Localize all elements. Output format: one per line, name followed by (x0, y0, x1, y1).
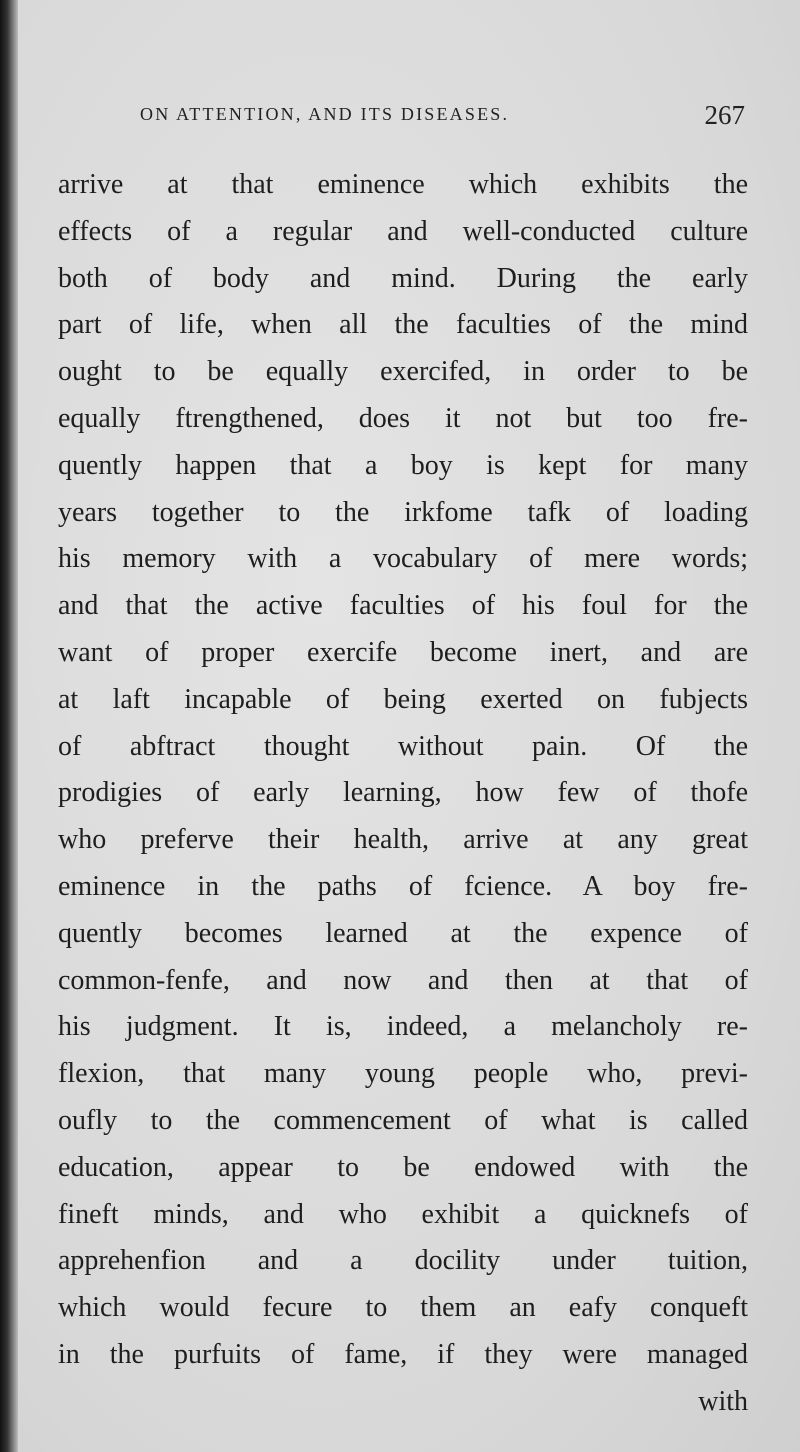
text-line: part of life, when all the faculties of the mind (58, 309, 748, 341)
text-line: oufly to the commencement of what is called (58, 1104, 748, 1136)
text-line: of abftract thought without pain. Of the (58, 730, 748, 762)
text-line: equally ftrengthened, does it not but too fre- (58, 402, 748, 434)
text-line: in the purfuits of fame, if they were managed (58, 1338, 748, 1370)
text-line: his memory with a vocabulary of mere words; (58, 543, 748, 575)
text-line: his judgment. It is, indeed, a melancholy re- (58, 1011, 748, 1043)
text-line: apprehenfion and a docility under tuition, (58, 1245, 748, 1277)
text-line: common-fenfe, and now and then at that of (58, 964, 748, 996)
text-line: arrive at that eminence which exhibits the (58, 169, 748, 200)
text-line: years together to the irkfome tafk of loading (58, 496, 748, 528)
catchword: with (698, 1385, 748, 1417)
text-line: prodigies of early learning, how few of thofe (58, 777, 748, 809)
text-line: ought to be equally exercifed, in order to be (58, 356, 748, 388)
text-line: effects of a regular and well-conducted culture (58, 215, 748, 247)
text-line: quently becomes learned at the expence of (58, 917, 748, 949)
text-line: who preferve their health, arrive at any great (58, 824, 748, 856)
text-line: at laft incapable of being exerted on fubjects (58, 683, 748, 715)
text-line: flexion, that many young people who, previ- (58, 1058, 748, 1090)
text-line: and that the active faculties of his foul for the (58, 590, 748, 622)
text-line: education, appear to be endowed with the (58, 1151, 748, 1183)
text-line: quently happen that a boy is kept for many (58, 449, 748, 481)
text-line: eminence in the paths of fcience. A boy fre- (58, 870, 748, 902)
running-head (140, 100, 745, 140)
page-gutter-shadow (0, 0, 18, 1452)
text-line: which would fecure to them an eafy conqueft (58, 1292, 748, 1324)
text-line: fineft minds, and who exhibit a quicknefs of (58, 1198, 748, 1230)
running-head-title: ON ATTENTION, AND ITS DISEASES. (140, 104, 510, 124)
page-number: 267 (704, 100, 745, 130)
text-line: want of proper exercife become inert, and are (58, 636, 748, 668)
body-text (58, 162, 748, 1426)
text-line: both of body and mind. During the early (58, 262, 748, 294)
